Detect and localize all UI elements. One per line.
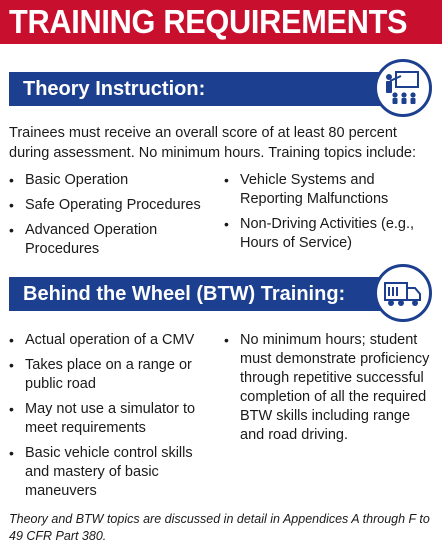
bullet-icon: • — [9, 357, 14, 373]
list-item: • Basic vehicle control skills and mastery of basic maneuvers — [9, 445, 193, 499]
theory-header-label: Theory Instruction: — [23, 78, 206, 100]
list-item: • Takes place on a range or public road — [9, 357, 192, 392]
theory-intro: Trainees must receive an overall score of at least 80 percent during assessment. No minimum hours. Training topics include: — [9, 125, 416, 161]
btw-header — [9, 277, 401, 311]
list-item: • Actual operation of a CMV — [9, 332, 195, 348]
list-item: • Non-Driving Activities (e.g., Hours of Service) — [224, 216, 415, 251]
list-item: • No minimum hours; student must demonstrate proficiency through repetitive successful completion of all the required BTW skills including range and road driving. — [224, 332, 430, 443]
bullet-icon: • — [9, 197, 14, 213]
btw-left-list — [9, 331, 209, 507]
bullet-icon: • — [224, 172, 229, 188]
classroom-presentation-icon — [374, 59, 432, 117]
bullet-icon: • — [224, 332, 229, 348]
list-item: • Vehicle Systems and Reporting Malfunctions — [224, 172, 389, 207]
bullet-icon: • — [9, 332, 14, 348]
theory-left-list — [9, 171, 209, 265]
bullet-icon: • — [9, 445, 14, 461]
list-item: • Advanced Operation Procedures — [9, 222, 158, 257]
bullet-icon: • — [9, 401, 14, 417]
footnote: Theory and BTW topics are discussed in detail in Appendices A through F to 49 CFR Part 380. — [9, 512, 430, 543]
list-item: • Basic Operation — [9, 172, 129, 188]
bullet-icon: • — [9, 222, 14, 238]
btw-header-label: Behind the Wheel (BTW) Training: — [23, 283, 346, 305]
truck-icon — [374, 264, 432, 322]
title-bar — [0, 0, 442, 44]
list-item: • Safe Operating Procedures — [9, 197, 201, 213]
list-item: • May not use a simulator to meet requirements — [9, 401, 196, 436]
bullet-icon: • — [9, 172, 14, 188]
theory-right-list — [224, 171, 434, 259]
page-title: TRAINING REQUIREMENTS — [9, 3, 408, 40]
theory-header — [9, 72, 401, 106]
bullet-icon: • — [224, 216, 229, 232]
btw-right-list — [224, 331, 434, 451]
